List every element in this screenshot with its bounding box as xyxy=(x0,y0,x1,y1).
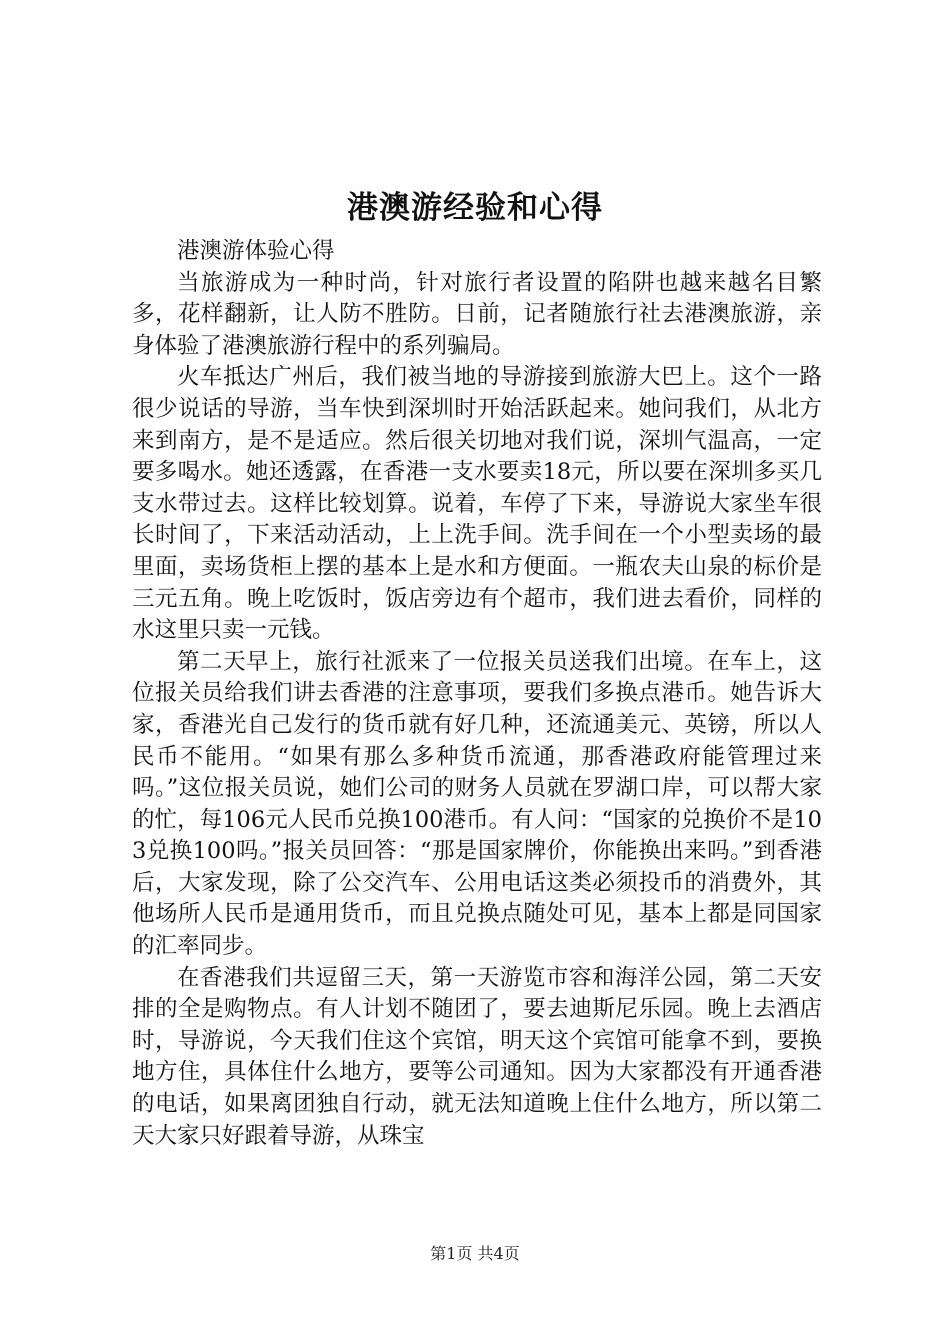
document-body xyxy=(132,236,822,1152)
paragraph-currency: 第二天早上，旅行社派来了一位报关员送我们出境。在车上，这位报关员给我们讲去香港的注意事项，要我们多换点港币。她告诉大家，香港光自己发行的货币就有好几种，还流通美元、英镑，所以人民币不能用。“如果有那么多种货币流通，那香港政府能管理过来吗。”这位报关员说，她们公司的财务人员就在罗湖口岸，可以帮大家的忙，每106元人民币兑换100港币。有人问：“国家的兑换价不是103兑换100吗。”报关员回答：“那是国家牌价，你能换出来吗。”到香港后，大家发现，除了公交汽车、公用电话这类必须投币的消费外，其他场所人民币是通用货币，而且兑换点随处可见，基本上都是同国家的汇率同步。 xyxy=(132,648,822,960)
paragraph-guangzhou: 火车抵达广州后，我们被当地的导游接到旅游大巴上。这个一路很少说话的导游，当车快到深圳时开始活跃起来。她问我们，从北方来到南方，是不是适应。然后很关切地对我们说，深圳气温高，一定要多喝水。她还透露，在香港一支水要卖18元，所以要在深圳多买几支水带过去。这样比较划算。说着，车停了下来，导游说大家坐车很长时间了，下来活动活动，上上洗手间。洗手间在一个小型卖场的最里面，卖场货柜上摆的基本上是水和方便面。一瓶农夫山泉的标价是三元五角。晚上吃饭时，饭店旁边有个超市，我们进去看价，同样的水这里只卖一元钱。 xyxy=(132,364,822,644)
paragraph-hongkong: 在香港我们共逗留三天，第一天游览市容和海洋公园，第二天安排的全是购物点。有人计划不随团了，要去迪斯尼乐园。晚上去酒店时，导游说，今天我们住这个宾馆，明天这个宾馆可能拿不到，要换地方住，具体住什么地方，要等公司通知。因为大家都没有开通香港的电话，如果离团独自行动，就无法知道晚上住什么地方，所以第二天大家只好跟着导游，从珠宝 xyxy=(132,964,822,1149)
paragraph-intro: 当旅游成为一种时尚，针对旅行者设置的陷阱也越来越名目繁多，花样翻新，让人防不胜防。日前，记者随旅行社去港澳旅游，亲身体验了港澳旅游行程中的系列骗局。 xyxy=(132,269,822,359)
document-title: 港澳游经验和心得 xyxy=(347,190,603,226)
paragraph-subtitle: 港澳游体验心得 xyxy=(177,238,335,264)
page-footer: 第1页 共4页 xyxy=(430,1244,520,1263)
